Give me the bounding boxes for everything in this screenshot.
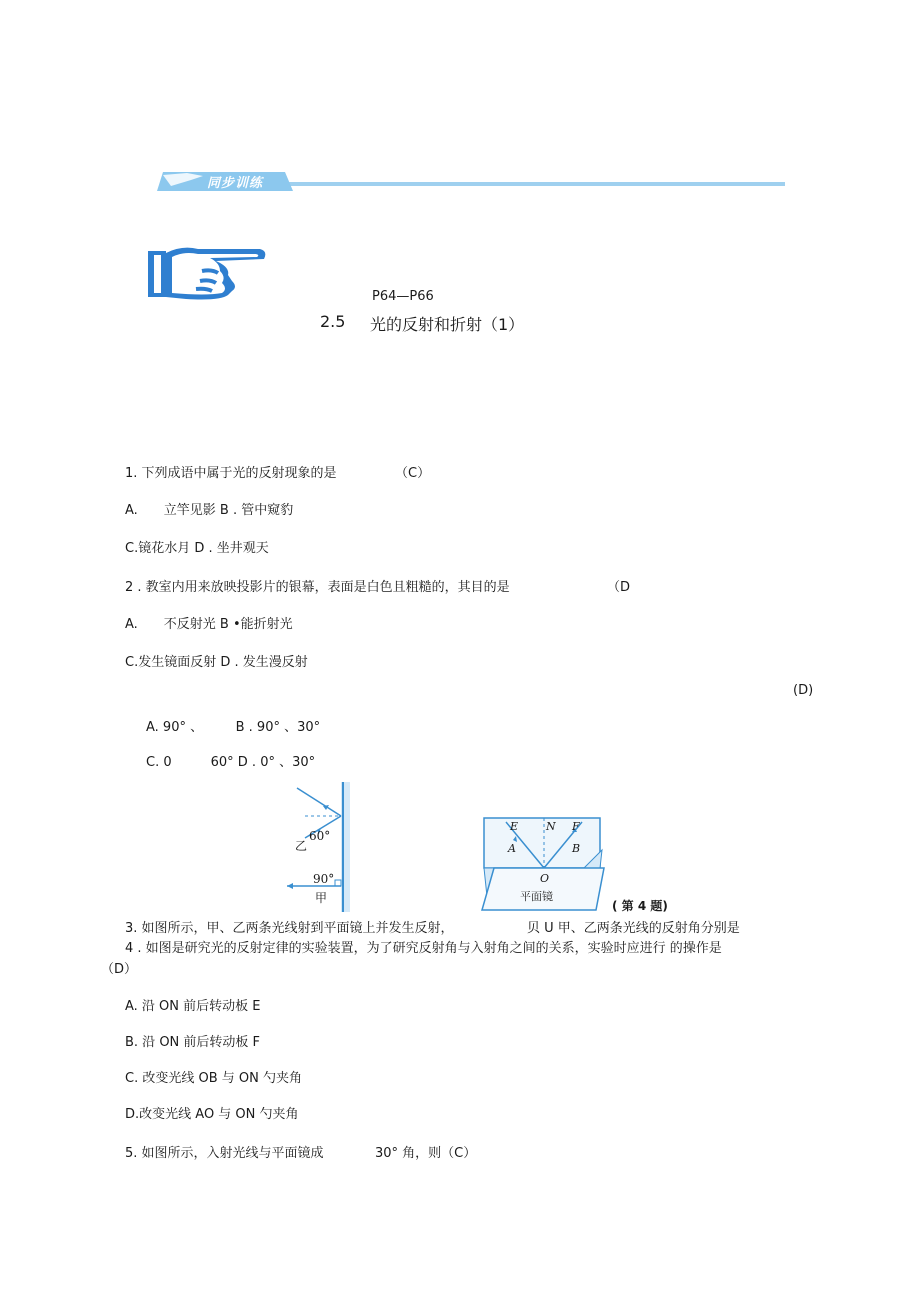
q3-stem-part1: 3. 如图所示，甲、乙两条光线射到平面镜上并发生反射，: [125, 921, 454, 936]
q3-answer: (D): [793, 683, 814, 698]
section-number: 2.5: [320, 312, 346, 331]
q1-answer: （C）: [395, 466, 431, 481]
q4-option-a: A. 沿 ON 前后转动板 E: [125, 999, 261, 1014]
figure-4-label-B: B: [572, 842, 581, 855]
q2-options-row2: C.发生镜面反射 D . 发生漫反射: [125, 655, 308, 670]
q1-options-row2: C.镜花水月 D . 坐井观天: [125, 541, 269, 556]
q2-answer: （D: [607, 580, 631, 595]
q1-stem: 1. 下列成语中属于光的反射现象的是: [125, 466, 337, 481]
q3-options-row1: A. 90° 、 B . 90° 、30°: [146, 720, 321, 735]
figure-4-caption: ( 第 4 题): [612, 899, 668, 913]
figure-4-mirror-label: 平面镜: [520, 890, 553, 903]
q4-option-d: D.改变光线 AO 与 ON 勺夹角: [125, 1107, 299, 1122]
figure-4-label-A: A: [508, 842, 516, 855]
banner-divider: [288, 182, 785, 186]
q3-stem-part2: 贝 U 甲、乙两条光线的反射角分别是: [527, 921, 740, 936]
q5-stem-part2: 30° 角，则（C）: [375, 1146, 477, 1161]
q3-options-row2: C. 0 60° D . 0° 、30°: [146, 755, 316, 770]
q2-stem: 2 . 教室内用来放映投影片的银幕，表面是白色且粗糙的，其目的是: [125, 580, 510, 595]
figure-4-label-N: N: [546, 820, 556, 833]
pointing-hand-icon: [146, 241, 270, 303]
page-range: P64—P66: [372, 289, 434, 304]
banner-label: 同步训练: [207, 176, 264, 191]
figure-4-experiment-diagram: [480, 816, 612, 912]
q5-stem-part1: 5. 如图所示，入射光线与平面镜成: [125, 1146, 324, 1161]
figure-4-label-O: O: [540, 872, 550, 885]
figure-3-label-yi: 乙: [295, 839, 308, 853]
figure-4-label-F: F: [572, 820, 580, 833]
figure-4-label-E: E: [510, 820, 519, 833]
q2-options-row1: A. 不反射光 B •能折射光: [125, 617, 293, 632]
q4-stem: 4 . 如图是研究光的反射定律的实验装置，为了研究反射角与入射角之间的关系，实验时应进行 的操作是: [125, 941, 722, 956]
figure-3-mirror-diagram: [285, 782, 360, 914]
q1-options-row1: A. 立竿见影 B . 管中窥豹: [125, 503, 294, 518]
q4-option-b: B. 沿 ON 前后转动板 F: [125, 1035, 261, 1050]
q4-option-c: C. 改变光线 OB 与 ON 勺夹角: [125, 1071, 302, 1086]
figure-3-angle-90: 90°: [313, 872, 335, 886]
figure-3-angle-60: 60°: [309, 829, 331, 843]
page-title: 光的反射和折射（1）: [370, 315, 525, 334]
figure-3-label-jia: 甲: [315, 891, 328, 905]
q4-answer: （D）: [101, 962, 138, 977]
